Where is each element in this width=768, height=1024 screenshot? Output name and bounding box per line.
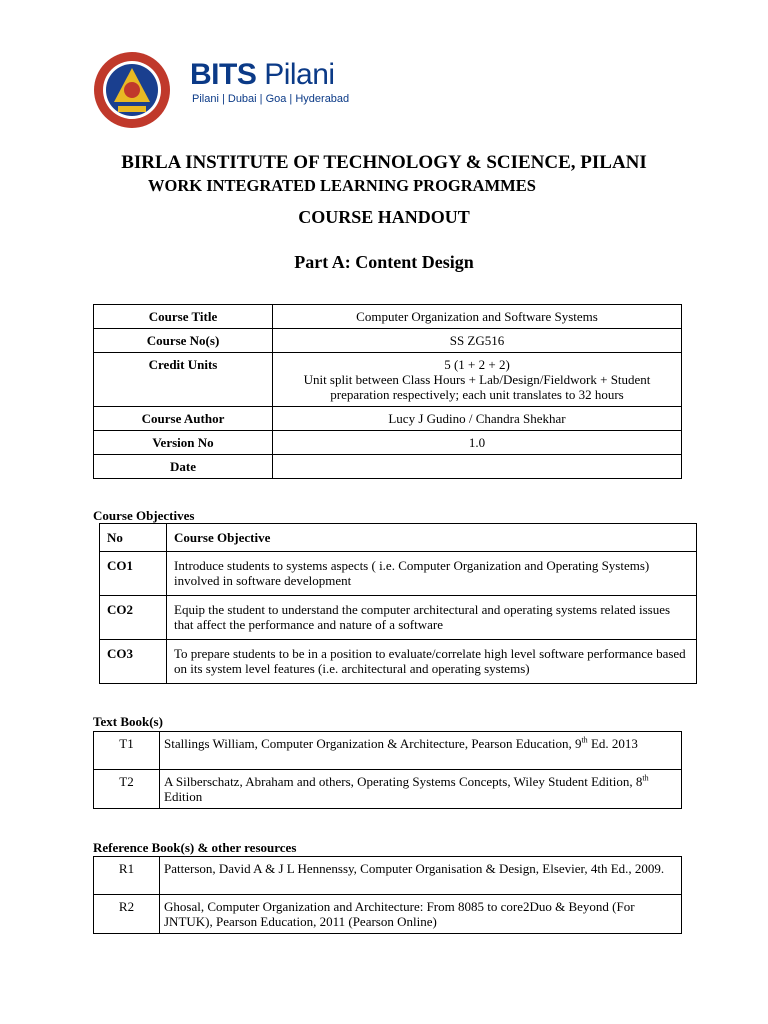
reference-text: Ghosal, Computer Organization and Architecture: From 8085 to core2Duo & Beyond (For JNTUK), Pearson Education, 2011 (Pearson Online): [160, 895, 682, 934]
institute-title: BIRLA INSTITUTE OF TECHNOLOGY & SCIENCE, PILANI: [121, 152, 647, 173]
table-row: [100, 640, 697, 684]
part-title: Part A: Content Design: [294, 252, 474, 272]
table-row: [94, 455, 682, 479]
bits-seal-icon: [92, 50, 172, 130]
objectives-header-no: No: [100, 524, 167, 552]
table-row: [94, 353, 682, 407]
credit-units-note: Unit split between Class Hours + Lab/Design/Fieldwork + Student preparation respectively; each unit translates to 32 hours: [303, 372, 651, 402]
table-row: [94, 431, 682, 455]
text-books-section-title: Text Book(s): [93, 714, 163, 729]
table-row: [94, 770, 682, 809]
book-text: A Silberschatz, Abraham and others, Operating Systems Concepts, Wiley Student Edition, 8th Edition: [160, 770, 682, 809]
table-row: [94, 732, 682, 770]
book-text: Stallings William, Computer Organization & Architecture, Pearson Education, 9th Ed. 2013: [160, 732, 682, 770]
objective-text: Introduce students to systems aspects ( i.e. Computer Organization and Operating Systems) involved in software development: [167, 552, 697, 596]
bits-logo: [92, 50, 362, 130]
objective-no: CO3: [100, 640, 167, 684]
objective-text: To prepare students to be in a position to evaluate/correlate high level software performance based on its system level features (i.e. architectural and operating systems): [167, 640, 697, 684]
table-row: [100, 552, 697, 596]
credit-units-label: Credit Units: [94, 353, 273, 407]
objectives-header-objective: Course Objective: [167, 524, 697, 552]
credit-units-value: 5 (1 + 2 + 2): [444, 357, 510, 372]
reference-id: R2: [94, 895, 160, 934]
reference-books-section-title: Reference Book(s) & other resources: [93, 840, 297, 855]
programme-title: WORK INTEGRATED LEARNING PROGRAMMES: [148, 176, 536, 195]
course-no-value: SS ZG516: [273, 329, 682, 353]
table-row: [100, 596, 697, 640]
objective-no: CO2: [100, 596, 167, 640]
table-header-row: [100, 524, 697, 552]
brand-name: BITS Pilani: [190, 58, 335, 91]
objectives-table: [99, 523, 697, 684]
book-id: T1: [94, 732, 160, 770]
table-row: [94, 895, 682, 934]
table-row: [94, 857, 682, 895]
text-books-table: [93, 731, 682, 809]
brand-campuses: Pilani | Dubai | Goa | Hyderabad: [192, 93, 350, 105]
table-row: [94, 329, 682, 353]
date-value: [273, 455, 682, 479]
objective-no: CO1: [100, 552, 167, 596]
table-row: [94, 407, 682, 431]
course-no-label: Course No(s): [94, 329, 273, 353]
document-title: COURSE HANDOUT: [298, 207, 470, 227]
objective-text: Equip the student to understand the computer architectural and operating systems related issues that affect the performance and nature of a software: [167, 596, 697, 640]
version-no-value: 1.0: [273, 431, 682, 455]
table-row: [94, 305, 682, 329]
version-no-label: Version No: [94, 431, 273, 455]
book-id: T2: [94, 770, 160, 809]
reference-id: R1: [94, 857, 160, 895]
course-title-value: Computer Organization and Software Systems: [273, 305, 682, 329]
credit-units-cell: [273, 353, 682, 407]
objectives-section-title: Course Objectives: [93, 508, 195, 523]
reference-text: Patterson, David A & J L Hennenssy, Computer Organisation & Design, Elsevier, 4th Ed., 2009.: [160, 857, 682, 895]
course-author-label: Course Author: [94, 407, 273, 431]
reference-books-table: [93, 856, 682, 934]
course-title-label: Course Title: [94, 305, 273, 329]
course-author-value: Lucy J Gudino / Chandra Shekhar: [273, 407, 682, 431]
course-info-table: [93, 304, 682, 479]
date-label: Date: [94, 455, 273, 479]
